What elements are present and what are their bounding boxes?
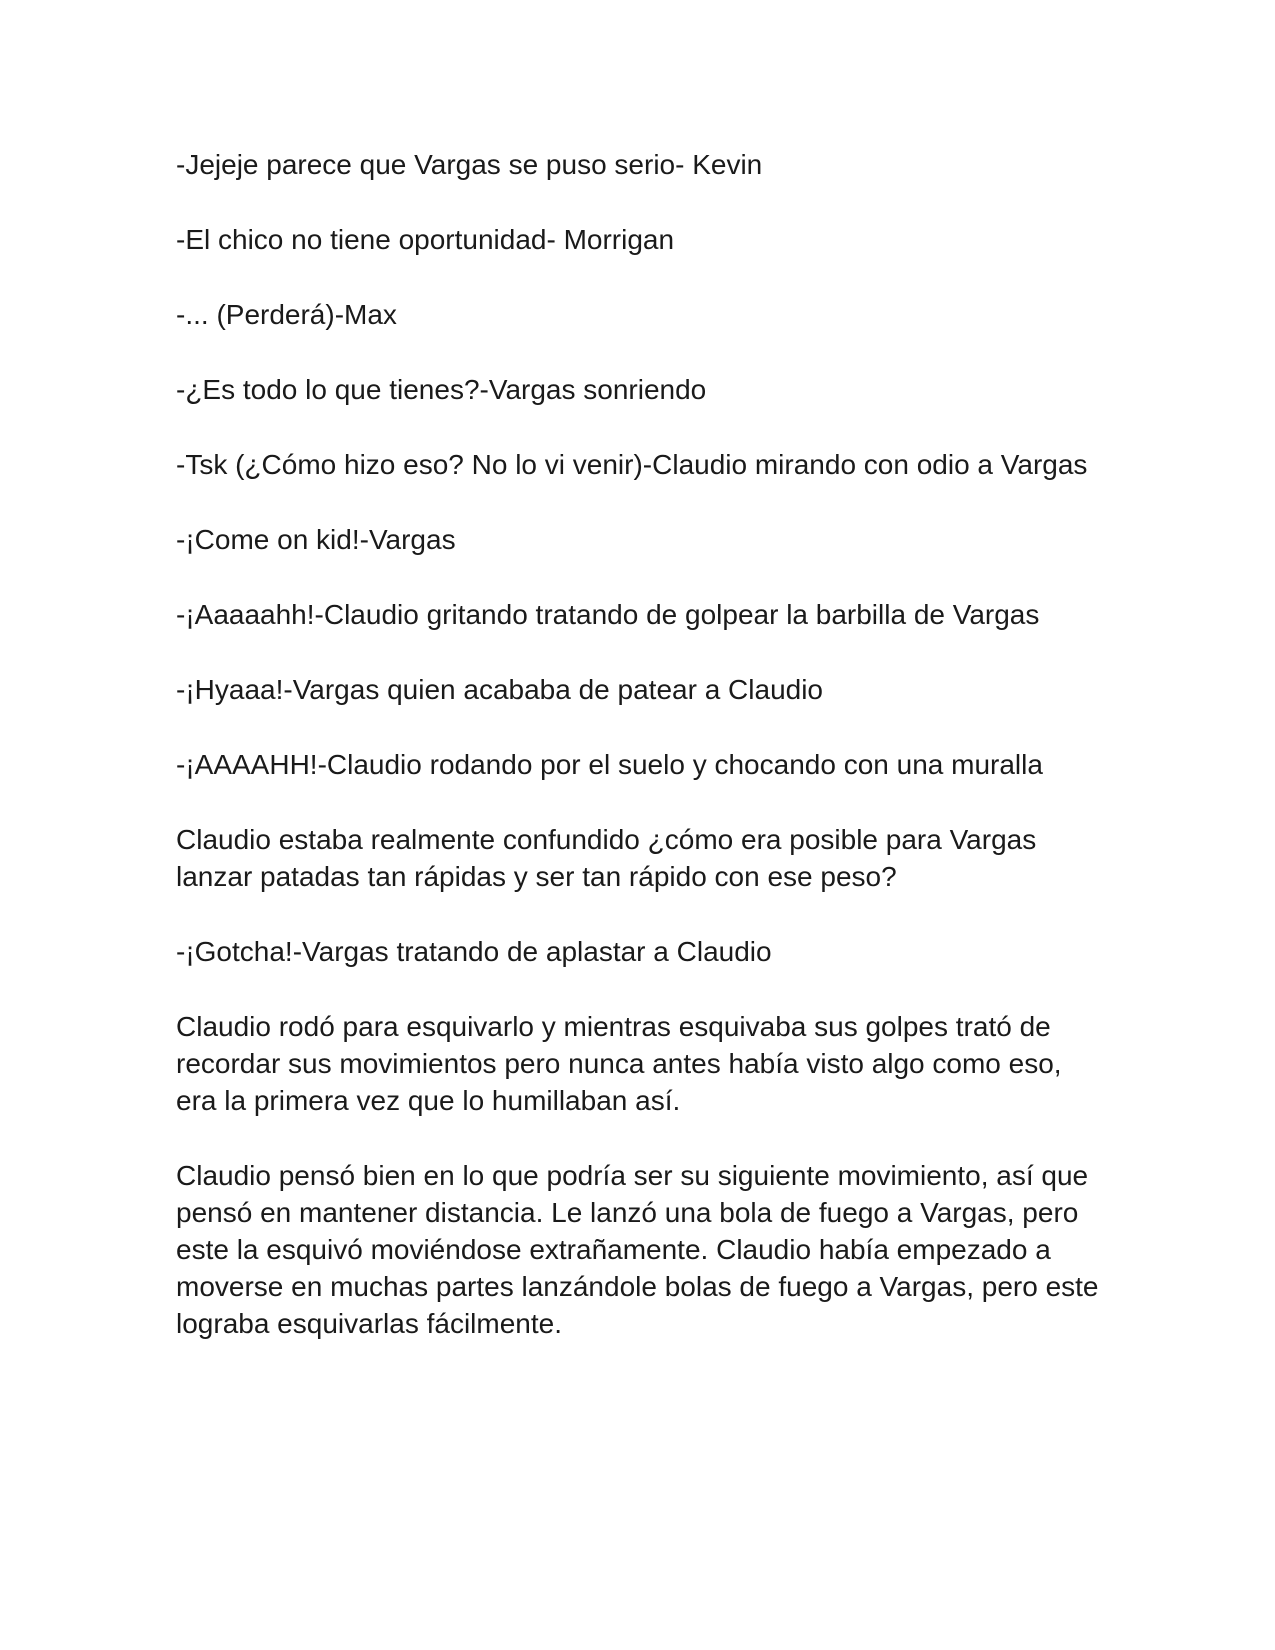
dialogue-line: -¿Es todo lo que tienes?-Vargas sonriendo [176,374,707,405]
narration-paragraph: Claudio pensó bien en lo que podría ser su siguiente movimiento, así que pensó en mantener distancia. Le lanzó una bola de fuego a Vargas, pero este la esquivó moviéndose extrañamente. Claudio había empezado a moverse en muchas partes lanzándole bolas de fuego a Vargas, pero este lograba esquivarlas fácilmente. [176,1160,1099,1339]
dialogue-line: -Jejeje parece que Vargas se puso serio- Kevin [176,149,763,180]
dialogue-line: -¡AAAAHH!-Claudio rodando por el suelo y chocando con una muralla [176,749,1043,780]
dialogue-line: -¡Gotcha!-Vargas tratando de aplastar a Claudio [176,936,772,967]
dialogue-line: -Tsk (¿Cómo hizo eso? No lo vi venir)-Claudio mirando con odio a Vargas [176,449,1088,480]
document-body [176,146,1106,1380]
dialogue-line: -¡Come on kid!-Vargas [176,524,456,555]
dialogue-line: -¡Hyaaa!-Vargas quien acababa de patear a Claudio [176,674,824,705]
dialogue-line: -¡Aaaaahh!-Claudio gritando tratando de golpear la barbilla de Vargas [176,599,1040,630]
narration-paragraph: Claudio rodó para esquivarlo y mientras esquivaba sus golpes trató de recordar sus movimientos pero nunca antes había visto algo como eso, era la primera vez que lo humillaban así. [176,1011,1062,1116]
dialogue-line: -El chico no tiene oportunidad- Morrigan [176,224,675,255]
narration-paragraph: Claudio estaba realmente confundido ¿cómo era posible para Vargas lanzar patadas tan rápidas y ser tan rápido con ese peso? [176,824,1037,892]
dialogue-line: -... (Perderá)-Max [176,299,397,330]
